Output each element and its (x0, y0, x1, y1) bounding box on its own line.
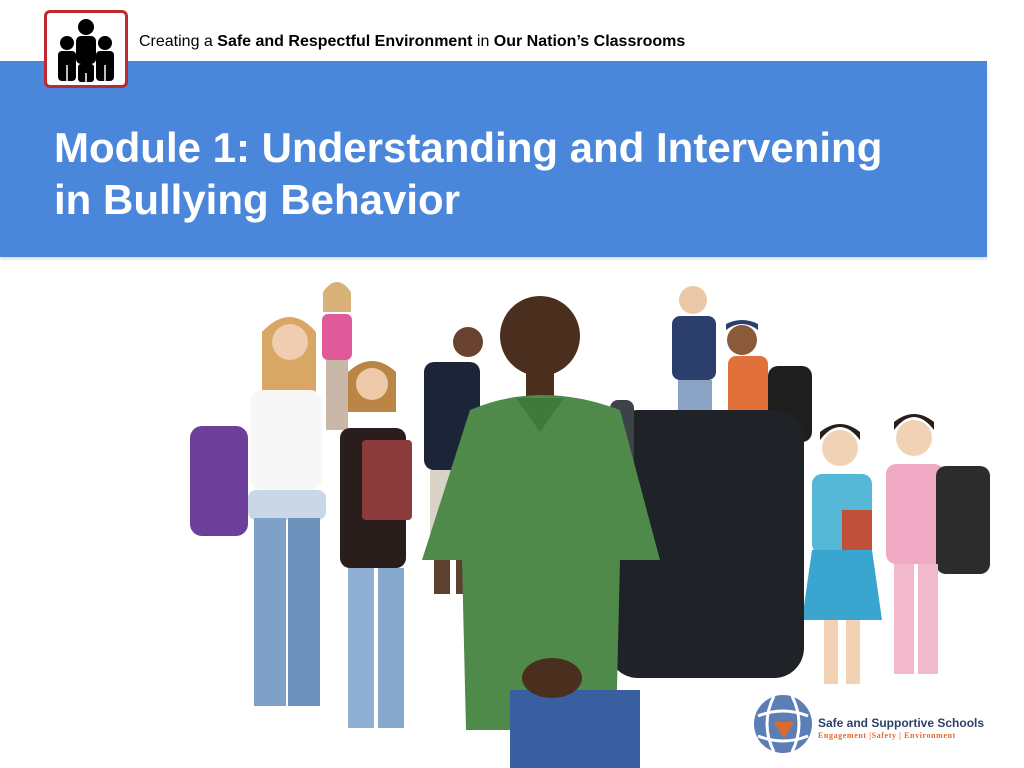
tagline-part-4: Our Nation’s Classrooms (493, 33, 686, 50)
title-line-2: in Bullying Behavior (54, 176, 461, 223)
footer-org-subtitle: Engagement |Safety | Environment (818, 731, 956, 740)
tagline-part-2: Safe and Respectful Environment (217, 33, 473, 50)
student-figure (802, 424, 882, 684)
student-figure (886, 414, 990, 674)
footer-org-name: Safe and Supportive Schools (818, 716, 985, 730)
student-figure (322, 282, 352, 430)
tagline (139, 33, 685, 51)
globe-triangle-icon (752, 692, 814, 756)
tagline-part-3: in (472, 33, 494, 50)
tagline-part-1: Creating a (139, 33, 218, 50)
family-group-icon (53, 17, 119, 83)
footer-logo (752, 692, 1002, 756)
header-logo (44, 10, 128, 88)
page-title (54, 122, 974, 226)
title-line-1: Module 1: Understanding and Intervening (54, 124, 883, 171)
student-figure (190, 317, 326, 706)
student-figure (340, 361, 412, 728)
